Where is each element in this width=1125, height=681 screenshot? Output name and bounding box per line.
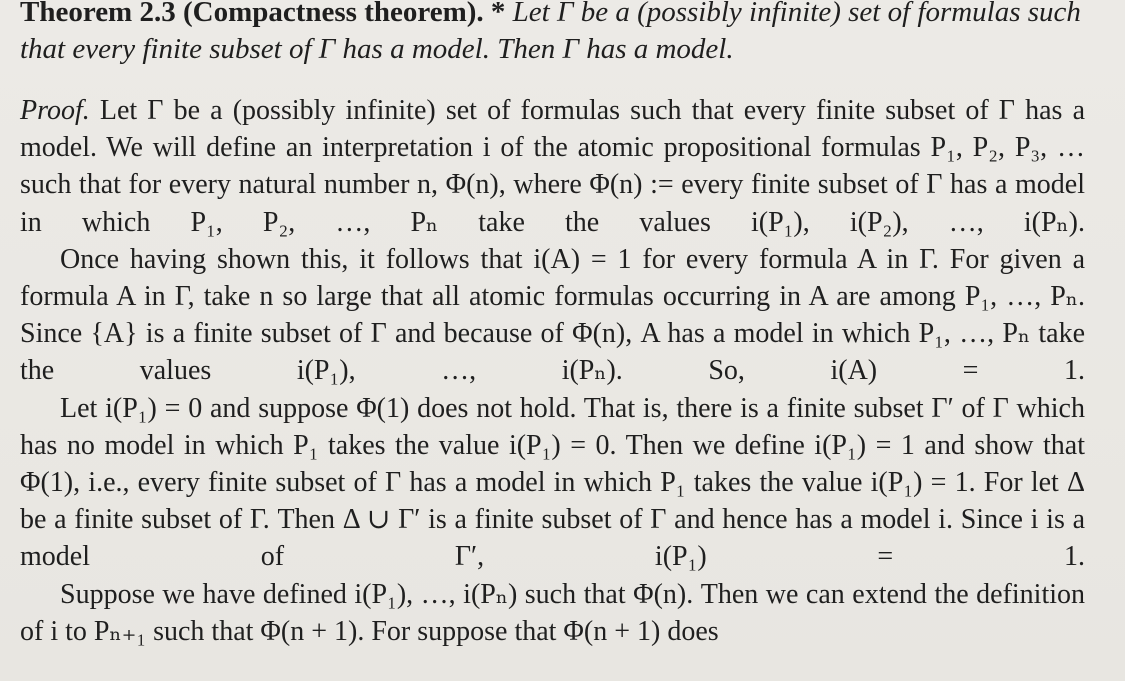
- proof-paragraph-1-text: Let Γ be a (possibly infinite) set of formulas such that every finite subset of Γ has a model. We will define an interpretation i of the atomic propositional formulas P₁, P₂, P₃, … such that for every natural number n, Φ(n), where Φ(n) := every finite subset of Γ has a model in which P₁, P₂, …, Pₙ take the values i(P₁), i(P₂), …, i(Pₙ).: [20, 95, 1085, 238]
- proof-label: Proof.: [20, 95, 90, 126]
- proof-paragraph-2: Once having shown this, it follows that i(A) = 1 for every formula A in Γ. For given a formula A in Γ, take n so large that all atomic formulas occurring in A are among P₁, …, Pₙ. Since {A} is a finite subset of Γ and because of Φ(n), A has a model in which P₁, …, Pₙ take the values i(P₁), …, i(Pₙ). So, i(A) = 1.: [20, 243, 1085, 387]
- theorem-heading: Theorem 2.3 (Compactness theorem). *: [20, 0, 513, 28]
- theorem-block: [20, 0, 1085, 68]
- proof-paragraph-4: Suppose we have defined i(P₁), …, i(Pₙ) such that Φ(n). Then we can extend the definition of i to Pₙ₊₁ such that Φ(n + 1). For suppose that Φ(n + 1) does: [20, 578, 1085, 647]
- proof-block: [20, 92, 1085, 650]
- proof-paragraph-3: Let i(P₁) = 0 and suppose Φ(1) does not hold. That is, there is a finite subset Γ′ of Γ which has no model in which P₁ takes the value i(P₁) = 0. Then we define i(P₁) = 1 and show that Φ(1), i.e., every finite subset of Γ has a model in which P₁ takes the value i(P₁) = 1. For let Δ be a finite subset of Γ. Then Δ ∪ Γ′ is a finite subset of Γ and hence has a model i. Since i is a model of Γ′, i(P₁) = 1.: [20, 392, 1085, 573]
- proof-paragraph-1: [20, 92, 1085, 241]
- theorem-statement: Let Γ be a (possibly infinite) set of formulas such that every finite subset of Γ has a model. Then Γ has a model.: [20, 0, 1081, 65]
